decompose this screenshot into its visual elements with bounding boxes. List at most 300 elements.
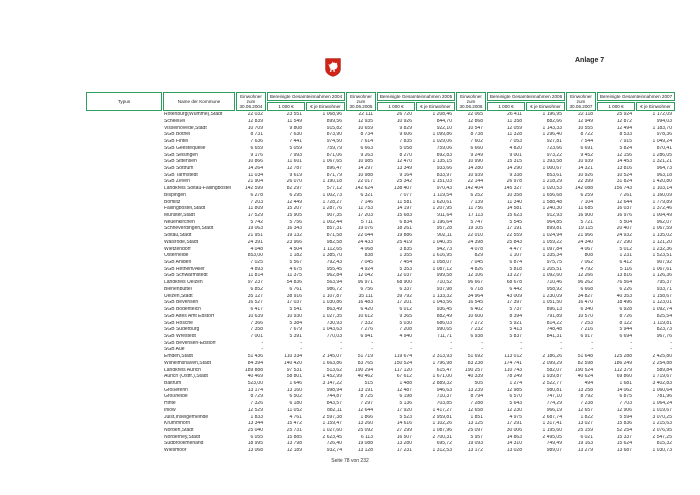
cell-value: 5 742: [250, 219, 263, 225]
cell-value: 84 394: [247, 360, 263, 366]
table-row: [86, 354, 675, 360]
cell-value: 1 355: [399, 253, 412, 259]
cell-kommune-name: Wilhelmshaven,Stadt: [164, 360, 211, 366]
cell-value: 2 145,07: [322, 354, 342, 360]
cell-typus: [86, 307, 162, 313]
cell-value: -: [410, 340, 412, 346]
cell-value: 145 327: [503, 186, 522, 192]
cell-typus: [86, 146, 162, 152]
table-row: [86, 381, 675, 387]
cell-value: 22 111: [358, 112, 373, 118]
cell-value: 1 274: [509, 380, 522, 386]
cell-typus: [86, 374, 162, 380]
cell-value: 6 941: [360, 333, 373, 339]
cell-value: 13 798: [286, 441, 302, 447]
cell-value: 781,96: [656, 394, 672, 400]
cell-value: 1 004,49: [652, 213, 672, 218]
cell-value: 4 477: [509, 246, 522, 252]
table-row: [86, 327, 675, 333]
cell-value: 5 957: [470, 434, 483, 440]
cell-kommune-name: Emden,Stadt: [164, 354, 193, 360]
cell-value: 1 092,60: [542, 273, 562, 279]
cell-value: 1 796,98: [432, 360, 452, 366]
cell-value: 21 966: [577, 233, 593, 239]
table-row: [86, 441, 675, 447]
cell-kommune-name: Norden,Stadt: [164, 428, 194, 433]
cell-value: 25 924: [616, 112, 632, 118]
table-row: [86, 415, 675, 421]
cell-value: 933,71: [656, 286, 672, 292]
cell-value: 6 180: [289, 401, 302, 407]
cell-value: 1 067,65: [322, 159, 342, 165]
cell-value: 6 928: [619, 307, 632, 313]
cell-value: 1 385,70: [322, 253, 342, 259]
cell-value: 744,87: [326, 394, 342, 400]
cell-value: 83 765: [357, 360, 373, 366]
cell-value: 838: [364, 253, 373, 259]
cell-value: 833,97: [436, 172, 452, 178]
cell-typus: [86, 428, 162, 434]
cell-value: 10 600: [467, 313, 483, 319]
table-row: [86, 361, 675, 367]
cell-value: 563,94: [326, 280, 342, 286]
subheader-1000eur-2006: 1 000 €: [487, 102, 525, 111]
table-row: [86, 428, 675, 434]
cell-value: 6 021: [580, 434, 593, 440]
cell-value: 189 888: [244, 367, 263, 373]
cell-value: 1 207,95: [432, 206, 452, 212]
cell-value: 117 120: [394, 367, 412, 373]
cell-value: 190 294: [354, 367, 373, 373]
cell-value: 7 297: [360, 401, 373, 407]
cell-value: 7 288: [470, 401, 483, 407]
cell-value: 1 040,35: [432, 239, 452, 245]
cell-value: 13 160: [286, 387, 302, 393]
cell-value: 4 068: [360, 246, 373, 252]
cell-value: 8 722: [580, 132, 593, 138]
cell-value: 759,06: [436, 145, 452, 151]
cell-kommune-name: SGB Geestequelle: [164, 145, 206, 151]
cell-value: 6 756: [360, 286, 373, 292]
cell-value: 15 207: [286, 206, 302, 212]
cell-value: 5 921: [509, 320, 522, 326]
cell-typus: [86, 435, 162, 441]
table-row: [86, 126, 675, 132]
cell-kommune-name: SGB Selsingen: [164, 152, 198, 158]
cell-value: 13 279: [577, 448, 593, 454]
cell-value: 1 160,09: [652, 192, 672, 198]
cell-value: 1 287,76: [322, 206, 342, 212]
cell-value: 11 756: [468, 206, 483, 212]
table-row: [86, 240, 675, 246]
cell-value: 4 940: [399, 333, 412, 339]
cell-kommune-name: SGB Sittensen: [164, 159, 197, 165]
cell-value: 973,22: [546, 152, 562, 158]
cell-value: 6 694: [619, 333, 632, 339]
cell-value: 35 127: [247, 293, 263, 299]
cell-value: 974,50: [326, 139, 342, 145]
cell-typus: [86, 421, 162, 427]
cell-value: 11 601: [287, 159, 302, 165]
cell-value: 1 027,35: [322, 313, 342, 319]
cell-kommune-name: Landkreis Soltau-Fallingbostel: [164, 186, 231, 192]
cell-value: 13 816: [616, 165, 632, 171]
cell-value: 7 232: [470, 327, 483, 333]
cell-typus: [86, 368, 162, 374]
cell-value: 11 753: [358, 206, 373, 212]
cell-typus: [86, 334, 162, 340]
cell-value: 873,90: [326, 132, 342, 138]
cell-value: 19 163: [577, 441, 593, 447]
cell-value: 10 926: [396, 118, 412, 124]
cell-value: 7 602: [470, 139, 483, 145]
cell-value: 7 216: [580, 327, 593, 333]
cell-value: 12 935: [357, 118, 373, 124]
table-row: [86, 280, 675, 286]
cell-value: -: [560, 340, 562, 346]
cell-value: -: [371, 340, 373, 346]
cell-value: 1 020,53: [542, 186, 562, 192]
cell-value: 3 147,22: [322, 380, 342, 386]
cell-value: 5 058: [399, 145, 412, 151]
cell-value: 17 191: [506, 226, 522, 232]
cell-value: 14 453: [616, 159, 632, 165]
cell-value: 7 454: [399, 260, 412, 266]
table-row: [86, 146, 675, 152]
cell-value: 980,81: [546, 387, 562, 393]
cell-value: 13 816: [616, 273, 632, 279]
annex-label: Anlage 7: [575, 57, 605, 64]
cell-value: 51 692: [467, 354, 483, 360]
cell-value: 494: [584, 380, 593, 386]
cell-value: 10 547: [467, 125, 483, 131]
cell-value: 5 594: [619, 414, 632, 420]
cell-value: 853,00: [247, 253, 263, 259]
cell-value: 1 002,73: [322, 192, 342, 198]
cell-value: -: [340, 347, 342, 353]
cell-value: 8 734: [360, 132, 373, 138]
cell-value: 7 544: [580, 139, 593, 145]
cell-value: 17 231: [396, 448, 412, 454]
cell-value: 2 547,25: [652, 434, 672, 440]
cell-value: 882,66: [546, 118, 562, 124]
cell-value: 1 240,30: [542, 206, 562, 212]
cell-value: 4 826: [470, 266, 483, 272]
cell-value: 17 201: [396, 300, 412, 306]
cell-value: 2 313,93: [432, 354, 452, 360]
cell-value: 1 196,64: [432, 219, 452, 225]
cell-value: 770,03: [326, 333, 342, 339]
cell-value: -: [630, 340, 632, 346]
cell-value: 19 088: [357, 441, 373, 447]
cell-value: 966,19: [546, 407, 562, 413]
header-einwohner-2005: Einwohner zum 30.06.2005: [346, 92, 376, 111]
cell-value: 5 384: [289, 320, 302, 326]
cell-value: 14 310: [506, 441, 522, 447]
cell-value: 13 227: [506, 273, 522, 279]
cell-kommune-name: Norderney,Stadt: [164, 434, 201, 440]
header-einwohner-2006: Einwohner zum 30.06.2006: [456, 92, 486, 111]
cell-value: 2 522,77: [542, 380, 562, 386]
cell-value: -: [261, 340, 263, 346]
cell-value: 14 290: [506, 165, 522, 171]
table-row: [86, 273, 675, 279]
cell-value: 1 092,74: [652, 307, 672, 313]
cell-value: 22 144: [467, 179, 483, 185]
cell-typus: [86, 159, 162, 165]
cell-value: 896,13: [546, 307, 562, 313]
cell-value: 4 820: [509, 145, 522, 151]
cell-value: 11 358: [507, 118, 522, 124]
einnahmen-table: [85, 91, 676, 455]
cell-value: 10 988: [357, 172, 373, 178]
cell-value: 82 297: [286, 186, 302, 192]
cell-value: 823,73: [656, 327, 672, 333]
cell-value: 1 488: [399, 380, 412, 386]
cell-value: 963,18: [656, 172, 672, 178]
cell-value: 9 164: [399, 172, 412, 178]
cell-value: 25 419: [396, 239, 412, 245]
cell-typus: [86, 233, 162, 239]
cell-value: 1 822: [580, 414, 593, 420]
cell-value: 13 349: [396, 165, 412, 171]
cell-value: 1 656,68: [542, 192, 562, 198]
cell-value: 1 151,03: [432, 179, 452, 185]
cell-value: 7 238: [580, 401, 593, 407]
cell-kommune-name: SGB Bevensen: [164, 300, 199, 306]
table-row: [86, 374, 675, 380]
cell-value: 125 288: [613, 354, 632, 360]
cell-value: 5 643: [509, 401, 522, 407]
cell-value: 10 709: [247, 125, 263, 131]
table-row: [86, 233, 675, 239]
cell-value: 5 504: [619, 219, 632, 225]
cell-value: 1 452,99: [322, 374, 342, 380]
table-row: [86, 334, 675, 340]
cell-value: 915,82: [326, 125, 342, 131]
cell-value: 9 606: [399, 132, 412, 138]
table-row: [86, 173, 675, 179]
cell-value: 937,98: [436, 286, 452, 292]
cell-value: 933,66: [436, 165, 452, 171]
cell-value: 14 197: [396, 206, 412, 212]
cell-value: 12 156: [616, 152, 632, 158]
cell-kommune-name: Fallingbostel,Stadt: [164, 206, 206, 212]
cell-value: 577,12: [326, 186, 342, 192]
cell-value: 13 191: [357, 387, 373, 393]
cell-value: 96 971: [357, 280, 373, 286]
cell-value: 1 851: [470, 414, 483, 420]
cell-value: 2 623,45: [322, 434, 342, 440]
header-einnahmen-2004: Bereinigte Gesamteinnahmen 2004: [267, 92, 345, 101]
cell-value: 749,49: [546, 441, 562, 447]
cell-value: 14 581: [506, 206, 522, 212]
cell-value: 871,06: [326, 152, 342, 158]
cell-value: 11 375: [287, 273, 302, 279]
cell-typus: [86, 206, 162, 212]
cell-value: 932,74: [326, 448, 342, 454]
cell-value: 22 399: [577, 179, 593, 185]
cell-kommune-name: SGB Suderburg: [164, 327, 200, 333]
cell-value: -: [560, 347, 562, 353]
table-row: [86, 200, 675, 206]
cell-value: -: [300, 347, 302, 353]
cell-value: 40 469: [247, 374, 263, 380]
cell-value: 13 260: [357, 421, 373, 427]
cell-value: 190 257: [464, 367, 483, 373]
cell-value: 1 121,20: [652, 239, 672, 245]
cell-value: 113 012: [504, 354, 522, 360]
cell-value: 1 663,86: [322, 360, 342, 366]
cell-value: 6 659: [250, 145, 263, 151]
cell-value: 16 545: [467, 300, 483, 306]
cell-value: 27 299: [396, 428, 412, 433]
cell-value: 12 529: [247, 407, 263, 413]
cell-value: 12 868: [467, 118, 483, 124]
cell-value: 6 442: [509, 286, 522, 292]
cell-value: 11 581: [397, 199, 412, 205]
cell-value: -: [591, 347, 593, 353]
cell-value: 2 687,74: [542, 414, 562, 420]
cell-kommune-name: SGB Bevensen-Ebstorf: [164, 340, 216, 346]
cell-value: 1 099,86: [432, 132, 452, 138]
cell-value: -: [481, 340, 483, 346]
cell-value: 40 624: [577, 374, 593, 380]
cell-value: -: [670, 340, 672, 346]
cell-value: 142 624: [354, 186, 373, 192]
cell-value: 7 276: [360, 327, 373, 333]
cell-value: 1 123,01: [652, 300, 672, 306]
cell-kommune-name: Uelzen,Stadt: [164, 293, 193, 299]
cell-value: 6 337: [399, 286, 412, 292]
cell-value: 19 093: [467, 441, 483, 447]
cell-kommune-name: Visselhövede,Stadt: [164, 125, 207, 131]
cell-kommune-name: SGB Rosche: [164, 320, 193, 326]
cell-value: 759,79: [326, 145, 342, 151]
cell-value: 10 930: [286, 313, 302, 319]
cell-value: 695,72: [436, 441, 452, 447]
cell-value: 22 032: [247, 112, 263, 118]
cell-value: -: [670, 347, 672, 353]
cell-value: 24 398: [467, 239, 483, 245]
subheader-percapita-2004: € je Einwohner: [306, 102, 345, 111]
cell-kommune-name: SGB Ahlden: [164, 260, 192, 266]
cell-value: 78 249: [506, 374, 522, 380]
cell-value: 5 567: [289, 260, 302, 266]
table-row: [86, 159, 675, 165]
cell-value: 51 648: [577, 354, 593, 360]
table-row: [86, 247, 675, 253]
cell-value: 5 837: [509, 333, 522, 339]
cell-value: 10 990: [467, 159, 483, 165]
cell-value: 25 159: [577, 428, 593, 433]
cell-typus: [86, 280, 162, 286]
cell-kommune-name: Krummhörn: [164, 421, 191, 427]
cell-typus: [86, 213, 162, 219]
cell-value: 589,84: [656, 367, 672, 373]
table-row: [86, 253, 675, 259]
cell-value: 10 926: [577, 172, 593, 178]
cell-value: 4 792: [580, 266, 593, 272]
cell-value: 1 420,80: [652, 179, 672, 185]
cell-value: 7 062: [580, 260, 593, 266]
cell-value: 18 496: [616, 300, 632, 306]
cell-value: 12 189: [286, 448, 302, 454]
cell-value: 4 078: [470, 246, 483, 252]
cell-value: 16 507: [396, 434, 412, 440]
cell-value: 2 495,05: [542, 434, 562, 440]
cell-value: 1 196,95: [542, 112, 562, 118]
cell-kommune-name: SGB Altes Amt Ebstorf: [164, 313, 215, 319]
cell-value: 20 407: [616, 226, 632, 232]
cell-value: 14 863: [506, 434, 522, 440]
cell-value: 22 065: [467, 112, 483, 118]
cell-typus: [86, 300, 162, 306]
cell-value: 5 116: [619, 266, 632, 272]
cell-value: 4 975: [509, 414, 522, 420]
cell-value: 2 597,38: [322, 414, 342, 420]
cell-value: 5 523: [399, 414, 412, 420]
cell-value: 7 326: [250, 401, 263, 407]
cell-typus: [86, 253, 162, 259]
cell-value: 16 037: [616, 206, 632, 212]
cell-value: -: [630, 347, 632, 353]
cell-value: 1 060,64: [652, 387, 672, 393]
cell-value: 9 452: [580, 152, 593, 158]
table-row: [86, 153, 675, 159]
cell-value: 7 630: [289, 132, 302, 138]
cell-value: 14 264: [247, 165, 263, 171]
cell-value: 2 700,31: [432, 434, 452, 440]
table-row: [86, 287, 675, 293]
cell-value: 4 675: [289, 266, 302, 272]
cell-typus: [86, 361, 162, 367]
cell-kommune-name: Hinte: [164, 401, 176, 407]
cell-value: 69 860: [616, 374, 632, 380]
cell-value: 19 132: [286, 233, 302, 239]
cell-value: 12 494: [616, 125, 632, 131]
cell-value: 686,03: [436, 320, 452, 326]
cell-value: 515: [364, 380, 373, 386]
cell-value: 1 107,87: [322, 293, 342, 299]
cell-value: 1 051,50: [542, 300, 562, 306]
cell-value: 7 203: [250, 199, 263, 205]
cell-value: 21 904: [247, 179, 263, 185]
cell-typus: [86, 321, 162, 327]
cell-value: 5 413: [509, 327, 522, 333]
cell-value: 6 874: [509, 260, 522, 266]
table-row: [86, 267, 675, 273]
cell-value: 12 644: [616, 199, 632, 205]
cell-value: 1 135,15: [432, 159, 452, 165]
cell-value: 9 619: [289, 172, 302, 178]
cell-kommune-name: SGB Wrestedt: [164, 333, 196, 339]
cell-value: 1 159,47: [322, 421, 342, 427]
cell-kommune-name: Walsrode,Stadt: [164, 239, 198, 245]
cell-value: 13 125: [467, 421, 483, 427]
cell-value: 513,62: [326, 367, 342, 373]
cell-value: 11 052: [287, 407, 302, 413]
cell-value: 12 644: [357, 407, 373, 413]
cell-typus: [86, 132, 162, 138]
cell-value: 1 019,67: [652, 407, 672, 413]
cell-value: 1 671,00: [432, 374, 452, 380]
cell-value: 1 286,05: [652, 152, 672, 158]
cell-value: 7 139: [470, 199, 483, 205]
cell-value: 13 128: [357, 448, 373, 454]
cell-kommune-name: SGB Rethem/Aller: [164, 266, 205, 272]
cell-value: -: [520, 340, 522, 346]
